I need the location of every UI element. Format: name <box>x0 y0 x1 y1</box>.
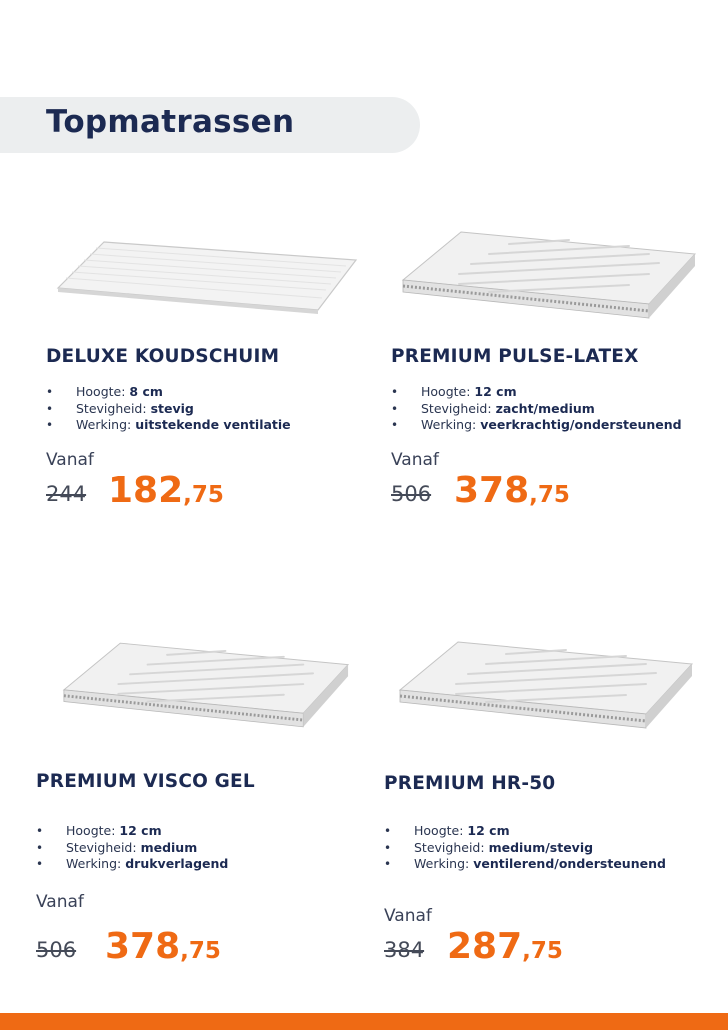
mattress-image <box>399 230 697 322</box>
new-price: 182,75 <box>108 470 224 511</box>
mattress-image <box>56 240 361 316</box>
bullet-icon: • <box>46 401 54 416</box>
spec-item: • Stevigheid: medium/stevig <box>384 839 594 855</box>
bullet-icon: • <box>384 840 392 855</box>
product-name: PREMIUM HR-50 <box>384 773 556 794</box>
spec-list <box>36 823 228 873</box>
spec-item: • Werking: uitstekende ventilatie <box>46 417 291 432</box>
new-price: 378,75 <box>105 926 221 967</box>
bottom-bar <box>0 1013 728 1030</box>
spec-list <box>391 384 682 434</box>
old-price: 506 <box>36 938 77 962</box>
bullet-icon: • <box>36 857 44 871</box>
spec-item: • Hoogte: 8 cm <box>46 384 163 399</box>
product-name: DELUXE KOUDSCHUIM <box>46 346 280 367</box>
spec-item: • Werking: ventilerend/ondersteunend <box>384 856 666 871</box>
old-price: 384 <box>384 938 425 962</box>
spec-list <box>384 823 666 873</box>
from-label: Vanaf <box>46 450 94 470</box>
spec-item: • Hoogte: 12 cm <box>391 384 517 399</box>
product-card[interactable] <box>391 230 728 520</box>
product-card[interactable] <box>36 640 376 970</box>
mattress-image <box>60 640 350 732</box>
bullet-icon: • <box>36 824 44 838</box>
page-title: Topmatrassen <box>46 104 295 140</box>
spec-item: • Hoogte: 12 cm <box>384 823 510 838</box>
old-price: 244 <box>46 482 87 506</box>
new-price: 287,75 <box>447 926 563 967</box>
from-label: Vanaf <box>36 892 84 912</box>
spec-item: • Stevigheid: stevig <box>46 400 194 416</box>
bullet-icon: • <box>391 401 399 416</box>
spec-list <box>46 384 291 434</box>
bullet-icon: • <box>391 418 399 432</box>
mattress-image <box>396 640 694 732</box>
from-label: Vanaf <box>384 906 432 926</box>
product-name: PREMIUM VISCO GEL <box>36 771 255 792</box>
spec-item: • Werking: drukverlagend <box>36 856 229 871</box>
product-card[interactable] <box>384 640 724 970</box>
new-price: 378,75 <box>454 470 570 511</box>
bullet-icon: • <box>391 385 399 399</box>
bullet-icon: • <box>46 418 54 432</box>
old-price: 506 <box>391 482 432 506</box>
bullet-icon: • <box>36 840 44 855</box>
spec-item: • Hoogte: 12 cm <box>36 823 162 838</box>
bullet-icon: • <box>46 385 54 399</box>
bullet-icon: • <box>384 824 392 838</box>
spec-item: • Stevigheid: medium <box>36 839 198 855</box>
spec-item: • Werking: veerkrachtig/ondersteunend <box>391 417 682 432</box>
product-name: PREMIUM PULSE-LATEX <box>391 346 639 367</box>
from-label: Vanaf <box>391 450 439 470</box>
product-card[interactable] <box>46 230 386 520</box>
spec-item: • Stevigheid: zacht/medium <box>391 400 595 416</box>
bullet-icon: • <box>384 857 392 871</box>
